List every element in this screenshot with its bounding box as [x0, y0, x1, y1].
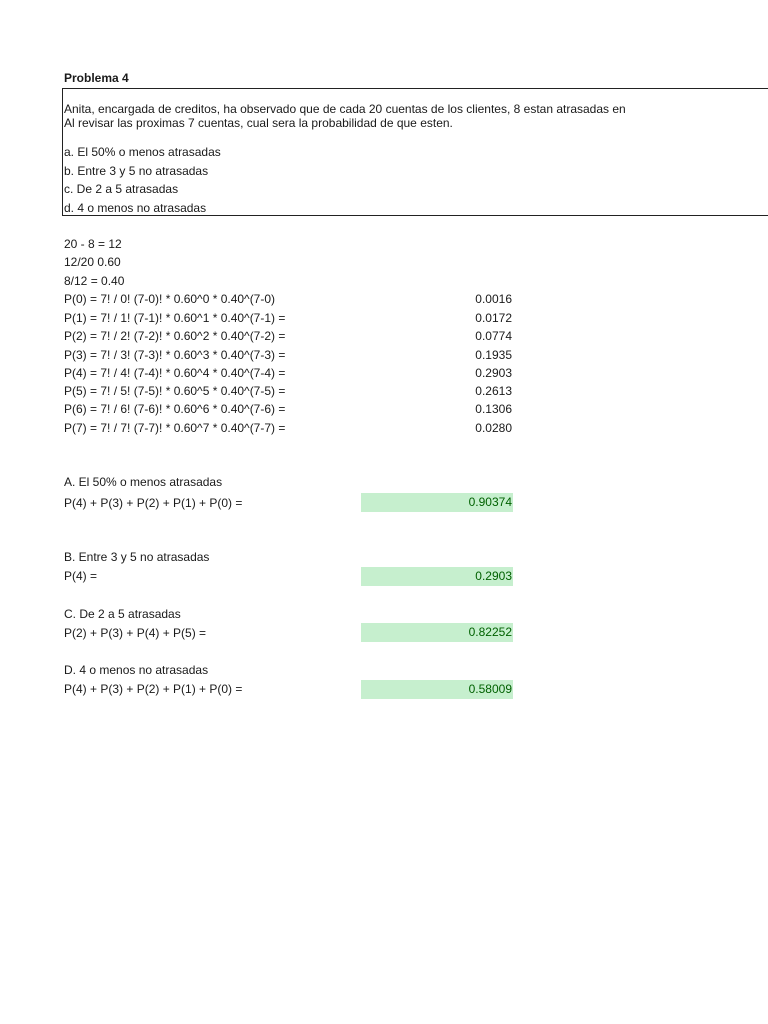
- prelim-line: 20 - 8 = 12: [64, 237, 122, 251]
- option-d: d. 4 o menos no atrasadas: [64, 201, 207, 215]
- probability-value: 0.1935: [475, 348, 512, 362]
- answer-heading-b: B. Entre 3 y 5 no atrasadas: [64, 550, 210, 564]
- option-a: a. El 50% o menos atrasadas: [64, 145, 221, 159]
- probability-formula: P(4) = 7! / 4! (7-4)! * 0.60^4 * 0.40^(7-4) =: [64, 366, 286, 380]
- probability-value: 0.2613: [475, 384, 512, 398]
- answer-result-b: 0.2903: [361, 567, 513, 586]
- answer-result-a: 0.90374: [361, 493, 513, 512]
- probability-value: 0.1306: [475, 402, 512, 416]
- answer-formula-d: P(4) + P(3) + P(2) + P(1) + P(0) =: [64, 682, 243, 696]
- statement-line-1: Anita, encargada de creditos, ha observado que de cada 20 cuentas de los clientes, 8 estan atrasadas en: [64, 102, 626, 116]
- probability-value: 0.2903: [475, 366, 512, 380]
- answer-heading-a: A. El 50% o menos atrasadas: [64, 475, 223, 489]
- answer-heading-d: D. 4 o menos no atrasadas: [64, 663, 209, 677]
- probability-formula: P(2) = 7! / 2! (7-2)! * 0.60^2 * 0.40^(7-2) =: [64, 329, 286, 343]
- answer-formula-a: P(4) + P(3) + P(2) + P(1) + P(0) =: [64, 496, 243, 510]
- probability-value: 0.0016: [475, 292, 512, 306]
- option-c: c. De 2 a 5 atrasadas: [64, 182, 179, 196]
- answer-formula-b: P(4) =: [64, 569, 98, 583]
- probability-formula: P(3) = 7! / 3! (7-3)! * 0.60^3 * 0.40^(7-3) =: [64, 348, 286, 362]
- probability-formula: P(7) = 7! / 7! (7-7)! * 0.60^7 * 0.40^(7-7) =: [64, 421, 286, 435]
- answer-result-d: 0.58009: [361, 680, 513, 699]
- problem-statement-box: [62, 88, 768, 216]
- answer-formula-c: P(2) + P(3) + P(4) + P(5) =: [64, 626, 207, 640]
- probability-formula: P(5) = 7! / 5! (7-5)! * 0.60^5 * 0.40^(7-5) =: [64, 384, 286, 398]
- probability-value: 0.0172: [475, 311, 512, 325]
- statement-line-2: Al revisar las proximas 7 cuentas, cual sera la probabilidad de que esten.: [64, 116, 453, 130]
- probability-formula: P(1) = 7! / 1! (7-1)! * 0.60^1 * 0.40^(7-1) =: [64, 311, 286, 325]
- answer-heading-c: C. De 2 a 5 atrasadas: [64, 607, 181, 621]
- option-b: b. Entre 3 y 5 no atrasadas: [64, 164, 209, 178]
- prelim-line: 12/20 0.60: [64, 255, 121, 269]
- answer-result-c: 0.82252: [361, 623, 513, 642]
- probability-value: 0.0774: [475, 329, 512, 343]
- probability-formula: P(6) = 7! / 6! (7-6)! * 0.60^6 * 0.40^(7-6) =: [64, 402, 286, 416]
- probability-value: 0.0280: [475, 421, 512, 435]
- problem-title: Problema 4: [64, 71, 129, 85]
- prelim-line: 8/12 = 0.40: [64, 274, 125, 288]
- probability-formula: P(0) = 7! / 0! (7-0)! * 0.60^0 * 0.40^(7-0): [64, 292, 276, 306]
